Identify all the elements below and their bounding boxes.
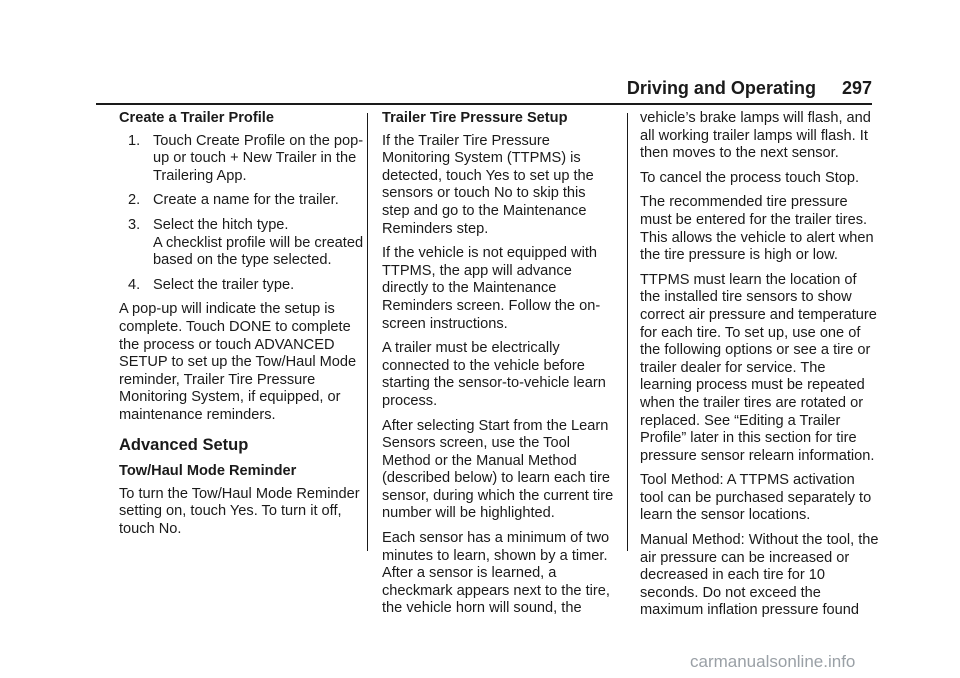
tow-haul-heading: Tow/Haul Mode Reminder (119, 463, 297, 480)
paragraph: Each sensor has a minimum of two minutes to learn, shown by a timer. After a sensor is learned, a checkmark appears next to the tire, the vehicle horn will sound, the (382, 530, 610, 617)
tow-haul-paragraph: To turn the Tow/Haul Mode Reminder setting on, touch Yes. To turn it off, touch No. (119, 485, 360, 537)
step-item (119, 217, 364, 270)
create-profile-heading: Create a Trailer Profile (119, 110, 274, 126)
step-number: 4. (128, 276, 141, 293)
column-divider-2 (627, 113, 628, 551)
advanced-setup-title: Advanced Setup (119, 435, 249, 454)
paragraph: TTPMS must learn the location of the installed tire sensors to show correct air pressure and temperature for each tire. To set up, use one of the following options or see a tire or trailer dealer for service. The learning process must be repeated when the trailer tires are rotated or replaced. See “Editing a Trailer Profile” later in this section for tire pressure sensor relearn information. (640, 271, 877, 464)
create-profile-steps (119, 133, 364, 295)
paragraph: After selecting Start from the Learn Sensors screen, use the Tool Method or the Manual Method (described below) to learn each tire sensor, during which the current tire number will be highlighted. (382, 417, 614, 522)
header-rule (96, 103, 872, 105)
column-1 (119, 110, 364, 545)
page-number: 297 (841, 78, 872, 98)
step-number: 3. (128, 216, 141, 233)
paragraph: To cancel the process touch Stop. (640, 169, 860, 186)
paragraph: A trailer must be electrically connected to the vehicle before starting the sensor-to-vehicle learn process. (382, 340, 606, 409)
popup-paragraph: A pop-up will indicate the setup is complete. Touch DONE to complete the process or touch ADVANCED SETUP to set up the Tow/Haul Mode reminder, Trailer Tire Pressure Monitoring System, if equipped, or maintenance reminders. (119, 301, 357, 423)
step-number: 1. (128, 132, 141, 149)
step-note: A checklist profile will be created based on the type selected. (153, 234, 364, 269)
ttpms-heading: Trailer Tire Pressure Setup (382, 110, 568, 126)
section-title-header: Driving and Operating (626, 78, 816, 98)
paragraph: Manual Method: Without the tool, the air pressure can be increased or decreased in each tire for 10 seconds. Do not exceed the maximum inflation pressure found (640, 532, 879, 619)
step-item (119, 133, 364, 186)
paragraph: Tool Method: A TTPMS activation tool can be purchased separately to learn the sensor locations. (640, 472, 872, 524)
paragraph: vehicle’s brake lamps will flash, and all working trailer lamps will flash. It then moves to the next sensor. (640, 110, 871, 162)
step-text: Create a name for the trailer. (153, 192, 339, 209)
step-item (119, 277, 364, 295)
watermark: carmanualsonline.info (690, 652, 856, 671)
step-text: Touch Create Profile on the pop-up or touch + New Trailer in the Trailering App. (153, 132, 364, 184)
paragraph: If the vehicle is not equipped with TTPMS, the app will advance directly to the Maintenance Reminders screen. Follow the on-screen instructions. (382, 245, 601, 332)
step-number: 2. (128, 192, 141, 209)
step-text: Select the trailer type. (153, 276, 295, 293)
column-3 (640, 110, 880, 627)
paragraph: The recommended tire pressure must be entered for the trailer tires. This allows the vehicle to alert when the tire pressure is high or low. (640, 194, 874, 264)
paragraph: If the Trailer Tire Pressure Monitoring System (TTPMS) is detected, touch Yes to set up the sensors or touch No to skip this step and go to the Maintenance Reminders step. (382, 132, 594, 237)
page-header (627, 78, 872, 99)
column-divider-1 (367, 113, 368, 551)
step-item (119, 192, 364, 210)
step-text: Select the hitch type. (153, 216, 289, 233)
column-2 (382, 110, 617, 625)
